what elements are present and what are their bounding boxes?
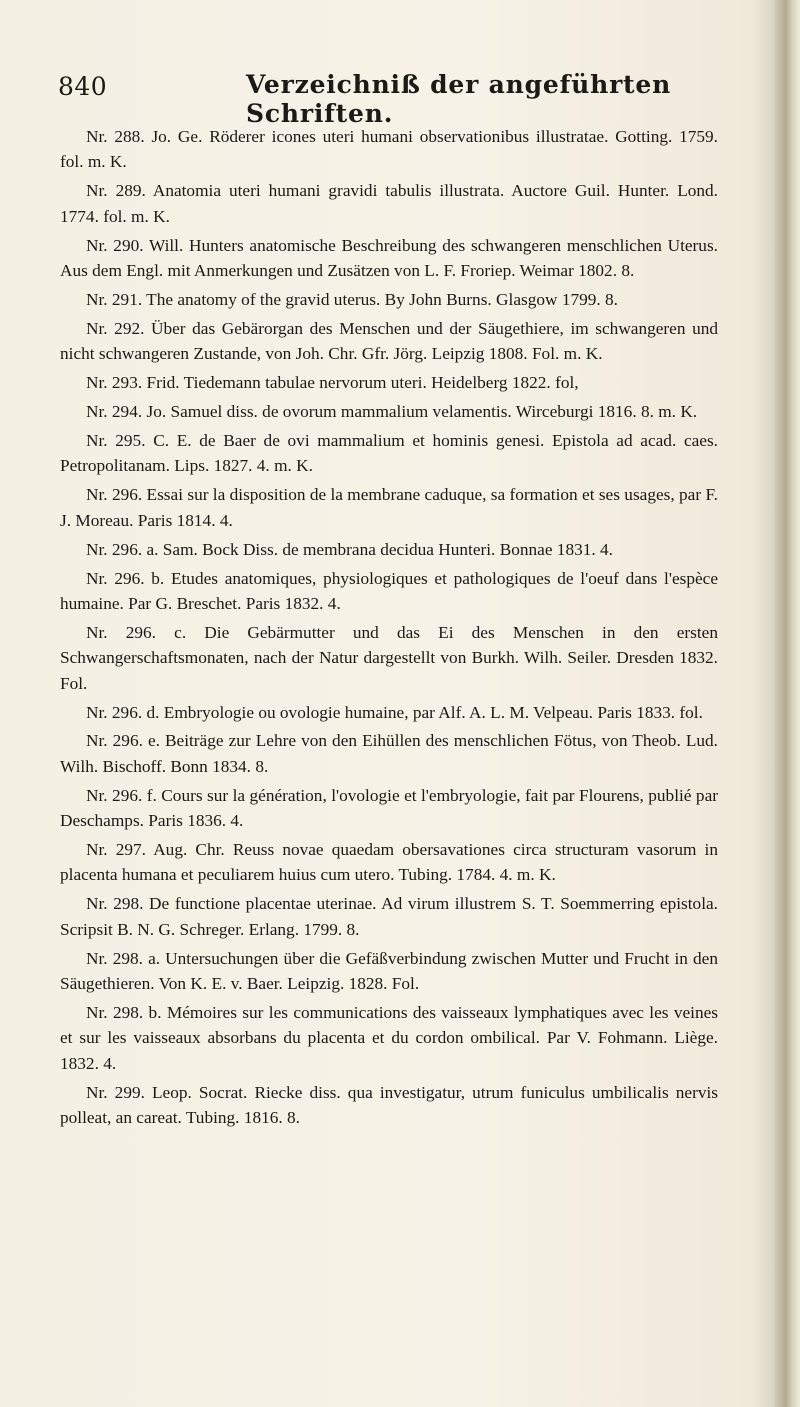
bibliography-entry: Nr. 299. Leop. Socrat. Riecke diss. qua investigatur, utrum funiculus umbilicalis nervis polleat, an careat. Tubing. 1816. 8. bbox=[60, 1082, 718, 1128]
bibliography-entry: Nr. 295. C. E. de Baer de ovi mammalium et hominis genesi. Epistola ad acad. caes. Petropolitanam. Lips. 1827. 4. m. K. bbox=[60, 430, 718, 476]
bibliography-entry: Nr. 296. Essai sur la disposition de la membrane caduque, sa formation et ses usages, par F. J. Moreau. Paris 1814. 4. bbox=[60, 485, 718, 530]
bibliography-entry: Nr. 291. The anatomy of the gravid uterus. By John Burns. Glasgow 1799. 8. bbox=[86, 289, 618, 309]
bibliography-entry: Nr. 294. Jo. Samuel diss. de ovorum mammalium velamentis. Wirceburgi 1816. 8. m. K. bbox=[86, 402, 698, 422]
bibliography-entry: Nr. 298. b. Mémoires sur les communications des vaisseaux lymphatiques avec les veines et sur les vaisseaux absorbans du placenta et du cordon ombilical. Par V. Fohmann. Liège. 1832. 4. bbox=[60, 1003, 718, 1073]
bibliography-entry: Nr. 296. c. Die Gebärmutter und das Ei des Menschen in den ersten Schwangerschaftsmonaten, nach der Natur dargestellt von Burkh. Wilh. Seiler. Dresden 1832. Fol. bbox=[60, 622, 718, 693]
bibliography-entry: Nr. 296. f. Cours sur la génération, l'ovologie et l'embryologie, fait par Flourens, publié par Deschamps. Paris 1836. 4. bbox=[60, 785, 718, 831]
page-header bbox=[58, 70, 718, 128]
page-number: 840 bbox=[58, 72, 108, 101]
bibliography-entry: Nr. 297. Aug. Chr. Reuss novae quaedam obersavationes circa structuram vasorum in placenta humana et peculiarem huius cum utero. Tubing. 1784. 4. m. K. bbox=[60, 840, 718, 885]
bibliography-entry: Nr. 296. b. Etudes anatomiques, physiologiques et pathologiques de l'oeuf dans l'espèce humaine. Par G. Breschet. Paris 1832. 4. bbox=[60, 568, 718, 613]
bibliography-list bbox=[60, 124, 718, 1134]
bibliography-entry: Nr. 293. Frid. Tiedemann tabulae nervorum uteri. Heidelberg 1822. fol, bbox=[86, 373, 579, 393]
running-head: Verzeichniß der angeführten Schriften. bbox=[246, 70, 672, 128]
bibliography-entry: Nr. 289. Anatomia uteri humani gravidi tabulis illustrata. Auctore Guil. Hunter. Lond. 1774. fol. m. K. bbox=[60, 181, 718, 226]
bibliography-entry: Nr. 290. Will. Hunters anatomische Beschreibung des schwangeren menschlichen Uterus. Aus dem Engl. mit Anmerkungen und Zusätzen von L. F. Froriep. Weimar 1802. 8. bbox=[60, 235, 718, 281]
bibliography-entry: Nr. 298. a. Untersuchungen über die Gefäßverbindung zwischen Mutter und Frucht in den Säugethieren. Von K. E. v. Baer. Leipzig. 1828. Fol. bbox=[60, 948, 718, 994]
bibliography-entry: Nr. 296. e. Beiträge zur Lehre von den Eihüllen des menschlichen Fötus, von Theob. Lud. Wilh. Bischoff. Bonn 1834. 8. bbox=[60, 731, 718, 776]
page-gutter-shadow bbox=[774, 0, 800, 1407]
bibliography-entry: Nr. 296. d. Embryologie ou ovologie humaine, par Alf. A. L. M. Velpeau. Paris 1833. fol. bbox=[86, 702, 703, 722]
bibliography-entry: Nr. 296. a. Sam. Bock Diss. de membrana decidua Hunteri. Bonnae 1831. 4. bbox=[86, 539, 613, 559]
bibliography-entry: Nr. 288. Jo. Ge. Röderer icones uteri humani observationibus illustratae. Gotting. 1759. fol. m. K. bbox=[60, 127, 718, 172]
bibliography-entry: Nr. 292. Über das Gebärorgan des Menschen und der Säugethiere, im schwangeren und nicht schwangeren Zustande, von Joh. Chr. Gfr. Jörg. Leipzig 1808. Fol. m. K. bbox=[60, 318, 718, 364]
bibliography-entry: Nr. 298. De functione placentae uterinae. Ad virum illustrem S. T. Soemmerring epistola. Scripsit B. N. G. Schreger. Erlang. 1799. 8. bbox=[60, 894, 718, 939]
